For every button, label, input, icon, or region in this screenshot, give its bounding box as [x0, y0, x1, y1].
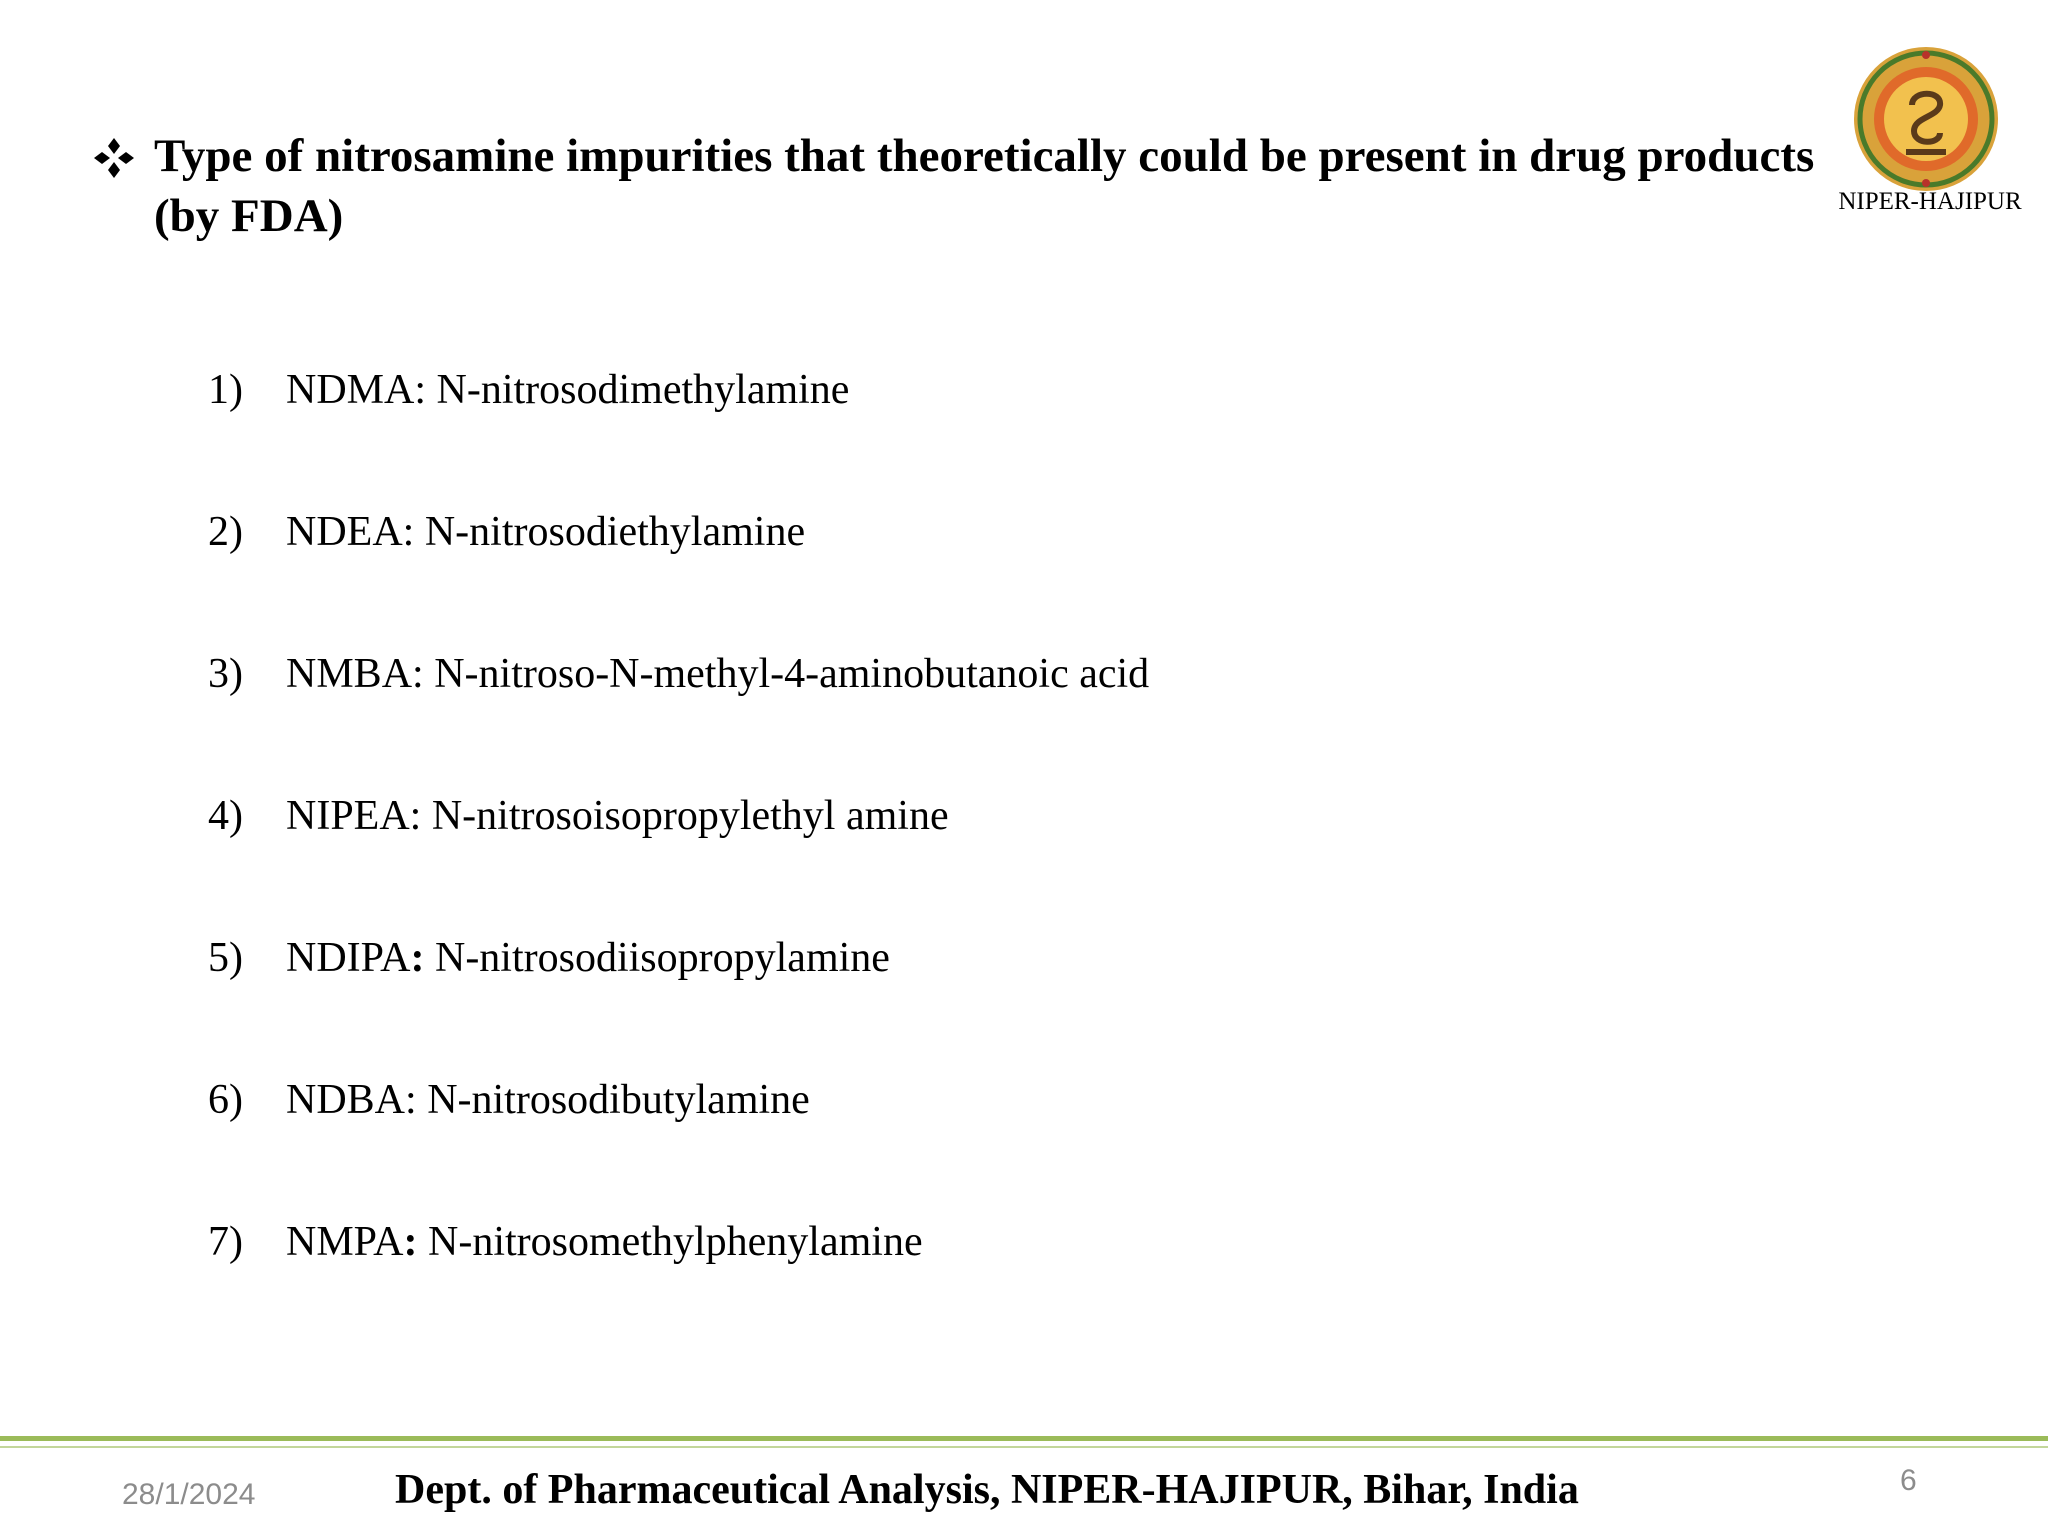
- heading-text: Type of nitrosamine impurities that theoretically could be present in drug products (by FDA): [154, 130, 1815, 242]
- page-number: 6: [1900, 1464, 1917, 1497]
- item-name: N-nitrosodiethylamine: [414, 509, 806, 555]
- item-sep: :: [405, 1077, 417, 1123]
- item-sep: :: [403, 1219, 418, 1265]
- item-text: [286, 930, 890, 986]
- item-name: N-nitrosodibutylamine: [416, 1077, 810, 1123]
- item-name: N-nitrosomethylphenylamine: [417, 1219, 923, 1265]
- niper-logo-icon: [1852, 45, 2000, 193]
- footer-rule-thin: [0, 1446, 2048, 1448]
- item-text: [286, 504, 805, 560]
- item-sep: :: [409, 793, 422, 839]
- item-name: N-nitroso-N-methyl-4-aminobutanoic acid: [423, 651, 1150, 697]
- item-abbr: NDMA: [286, 367, 415, 413]
- item-abbr: NDBA: [286, 1077, 406, 1123]
- item-sep: :: [412, 651, 424, 697]
- item-text: [286, 1072, 810, 1128]
- item-text: [286, 1214, 923, 1270]
- footer-rule: [0, 1436, 2048, 1441]
- item-number: 2): [208, 509, 243, 555]
- item-text: [286, 362, 849, 418]
- item-number: 3): [208, 651, 243, 697]
- item-number: 5): [208, 935, 243, 981]
- item-abbr: NDIPA: [286, 935, 411, 981]
- item-text: [286, 646, 1149, 702]
- item-abbr: NMBA: [286, 651, 413, 697]
- item-abbr: NIPEA: [286, 793, 410, 839]
- item-name: N-nitrosodiisopropylamine: [424, 935, 890, 981]
- item-sep: :: [414, 367, 427, 413]
- item-number: 7): [208, 1219, 243, 1265]
- item-sep: :: [410, 935, 425, 981]
- footer-text: Dept. of Pharmaceutical Analysis, NIPER-HAJIPUR, Bihar, India: [395, 1467, 1579, 1513]
- item-text: [286, 788, 949, 844]
- item-number: 1): [208, 367, 243, 413]
- item-name: N-nitrosodimethylamine: [426, 367, 850, 413]
- item-name: N-nitrosoisopropylethyl amine: [421, 793, 949, 839]
- item-abbr: NDEA: [286, 509, 403, 555]
- diamond-bullet-icon: [92, 136, 136, 180]
- item-abbr: NMPA: [286, 1219, 404, 1265]
- item-number: 4): [208, 793, 243, 839]
- slide-date: 28/1/2024: [122, 1478, 256, 1511]
- item-number: 6): [208, 1077, 243, 1123]
- item-sep: :: [402, 509, 415, 555]
- logo-caption: NIPER-HAJIPUR: [1838, 188, 2022, 215]
